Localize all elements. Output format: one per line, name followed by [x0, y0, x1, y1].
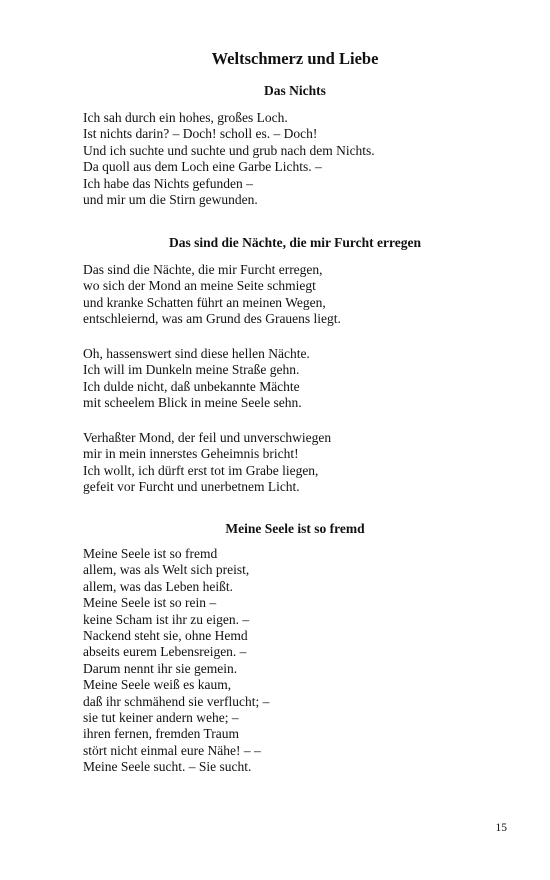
poem-line: mir in mein innerstes Geheimnis bricht! [83, 446, 299, 462]
poem-title-meine-seele: Meine Seele ist so fremd [225, 521, 365, 536]
poem-stanza [83, 346, 523, 412]
poem-line: Das sind die Nächte, die mir Furcht erregen, [83, 262, 323, 277]
poem-line: gefeit vor Furcht und unerbetnem Licht. [83, 479, 300, 495]
poem-stanza [83, 430, 523, 496]
poem-line: ihren fernen, fremden Traum [83, 726, 239, 742]
book-title: Weltschmerz und Liebe [211, 49, 379, 68]
poem-line: Ich sah durch ein hohes, großes Loch. [83, 110, 288, 125]
poem-line: Meine Seele ist so fremd [83, 546, 218, 561]
poem-line: Und ich suchte und suchte und grub nach dem Nichts. [83, 142, 375, 158]
poem-line: Oh, hassenswert sind diese hellen Nächte. [83, 346, 310, 361]
poem-title-das-nichts: Das Nichts [264, 83, 326, 98]
poem-line: Ich wollt, ich dürft erst tot im Grabe liegen, [83, 462, 319, 478]
poem-line: entschleiernd, was am Grund des Grauens liegt. [83, 311, 341, 327]
poem-stanza [83, 262, 523, 328]
poem-line: stört nicht einmal eure Nähe! – – [83, 742, 261, 758]
poem-line: sie tut keiner andern wehe; – [83, 710, 239, 726]
poem-line: daß ihr schmähend sie verflucht; – [83, 693, 270, 709]
poem-line: allem, was das Leben heißt. [83, 578, 233, 594]
poem-line: Verhaßter Mond, der feil und unverschwiegen [83, 430, 332, 445]
poem-line: Nackend steht sie, ohne Hemd [83, 628, 248, 644]
poem-line: Ich habe das Nichts gefunden – [83, 175, 253, 191]
poem-line: Ist nichts darin? – Doch! scholl es. – Doch! [83, 126, 318, 142]
poem-line: Ich dulde nicht, daß unbekannte Mächte [83, 378, 300, 394]
poem-line: Darum nennt ihr sie gemein. [83, 660, 238, 676]
poem-line: Ich will im Dunkeln meine Straße gehn. [83, 362, 300, 378]
poem-stanza [83, 546, 523, 776]
poem-line: Meine Seele sucht. – Sie sucht. [83, 759, 252, 775]
poem-line: und mir um die Stirn gewunden. [83, 192, 258, 208]
poem-stanza [83, 110, 523, 208]
poem-line: wo sich der Mond an meine Seite schmiegt [83, 278, 316, 294]
poem-line: Meine Seele weiß es kaum, [83, 677, 232, 693]
poem-line: keine Scham ist ihr zu eigen. – [83, 611, 250, 627]
poem-line: und kranke Schatten führt an meinen Wegen, [83, 294, 326, 310]
poem-line: allem, was als Welt sich preist, [83, 562, 250, 578]
poem-line: mit scheelem Blick in meine Seele sehn. [83, 395, 302, 411]
poem-line: Meine Seele ist so rein – [83, 595, 217, 611]
poem-line: Da quoll aus dem Loch eine Garbe Lichts. – [83, 159, 322, 175]
poem-title-das-sind-die-naechte: Das sind die Nächte, die mir Furcht erregen [169, 235, 421, 250]
poem-line: abseits eurem Lebensreigen. – [83, 644, 247, 660]
page-number: 15 [495, 822, 507, 834]
